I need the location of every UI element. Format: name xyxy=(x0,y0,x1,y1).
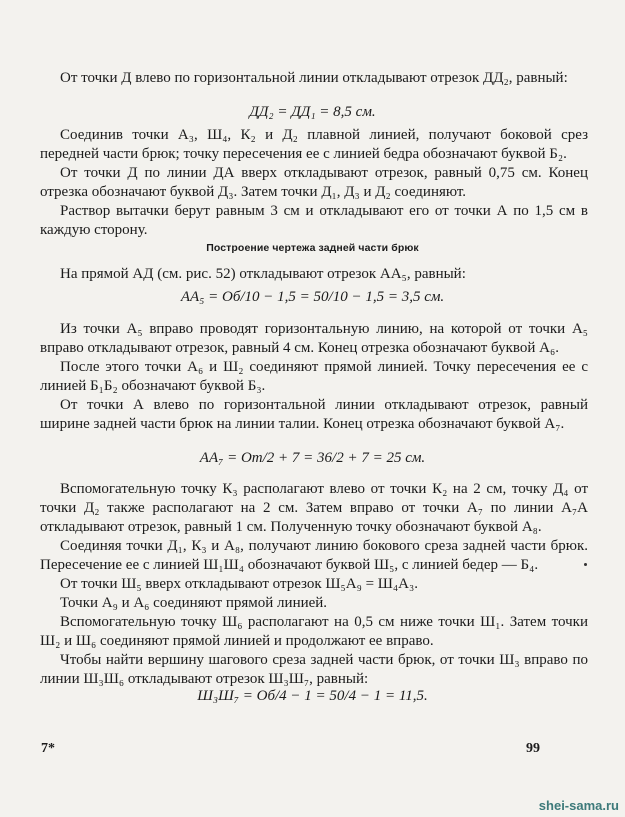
formula-aa5: АА₅ = Об/10 − 1,5 = 50/10 − 1,5 = 3,5 см. xyxy=(180,289,445,305)
paragraph: Чтобы найти вершину шагового среза задней части брюк, от точки Ш₃ вправо по линии Ш₃Ш₆ откладывают отрезок Ш₃Ш₇, равный: xyxy=(40,652,588,687)
paragraph: На прямой АД (см. рис. 52) откладывают отрезок АА₅, равный: xyxy=(60,266,466,282)
scan-speck xyxy=(584,563,587,566)
paragraph: Точки А₉ и А₆ соединяют прямой линией. xyxy=(60,595,328,611)
formula-aa7: АА₇ = От/2 + 7 = 36/2 + 7 = 25 см. xyxy=(199,450,426,466)
paragraph: Вспомогательную точку Ш₆ располагают на 0,5 см ниже точки Ш₁. Затем точки Ш₂ и Ш₆ соединяют прямой линией и продолжают ее вправо. xyxy=(40,614,588,649)
page-number: 99 xyxy=(526,741,540,756)
paragraph-group-top xyxy=(40,69,588,88)
paragraph: Соединив точки А₃, Ш₄, К₂ и Д₂ плавной линией, получают боковой срез передней части брюк; точку пересечения ее с линией бедра обозначают буквой Б₂. xyxy=(40,127,588,162)
paragraph: От точки Ш₅ вверх откладывают отрезок Ш₅А₉ = Ш₄А₃. xyxy=(60,576,418,592)
paragraph-group-intro xyxy=(40,265,588,284)
paragraph: Соединяя точки Д₁, К₃ и А₈, получают линию бокового среза задней части брюк. Пересечение ее с линией Ш₁Ш₄ обозначают буквой Ш₅, с линией бедер — Б₄. xyxy=(40,538,588,573)
formula-dd2: ДД₂ = ДД₁ = 8,5 см. xyxy=(249,104,376,120)
paragraph: От точки Д влево по горизонтальной линии откладывают отрезок ДД₂, равный: xyxy=(60,70,568,86)
paragraph-group-mid2 xyxy=(40,320,588,434)
paragraph: От точки Д по линии ДА вверх откладывают отрезок, равный 0,75 см. Конец отрезка обозначают буквой Д₃. Затем точки Д₁, Д₃ и Д₂ соединяют. xyxy=(40,165,588,200)
paragraph-group-mid1 xyxy=(40,126,588,240)
formula-sh3sh7: Ш₃Ш₇ = Об/4 − 1 = 50/4 − 1 = 11,5. xyxy=(197,688,428,704)
paragraph: Раствор вытачки берут равным 3 см и откладывают его от точки А по 1,5 см в каждую сторону. xyxy=(40,203,588,238)
paragraph: Вспомогательную точку К₃ располагают влево от точки К₂ на 2 см, точку Д₄ от точки Д₂ также располагают на 2 см. Затем вправо от точки А₇ по линии А₇А откладывают отрезок, равный 1 см. Полученную точку обозначают буквой А₈. xyxy=(40,481,588,535)
paragraph: От точки А влево по горизонтальной линии откладывают отрезок, равный ширине задней части брюк на линии талии. Конец отрезка обозначают буквой А₇. xyxy=(40,397,588,432)
signature-mark: 7* xyxy=(41,741,55,756)
paragraph-group-bottom xyxy=(40,480,588,689)
watermark: shei-sama.ru xyxy=(538,798,619,813)
section-title: Построение чертежа задней части брюк xyxy=(206,242,419,254)
paragraph: Из точки А₅ вправо проводят горизонтальную линию, на которой от точки А₅ вправо откладывают отрезок, равный 4 см. Конец отрезка обозначают буквой А₆. xyxy=(40,321,588,356)
paragraph: После этого точки А₆ и Ш₂ соединяют прямой линией. Точку пересечения ее с линией Б₁Б₂ обозначают буквой Б₃. xyxy=(40,359,588,394)
